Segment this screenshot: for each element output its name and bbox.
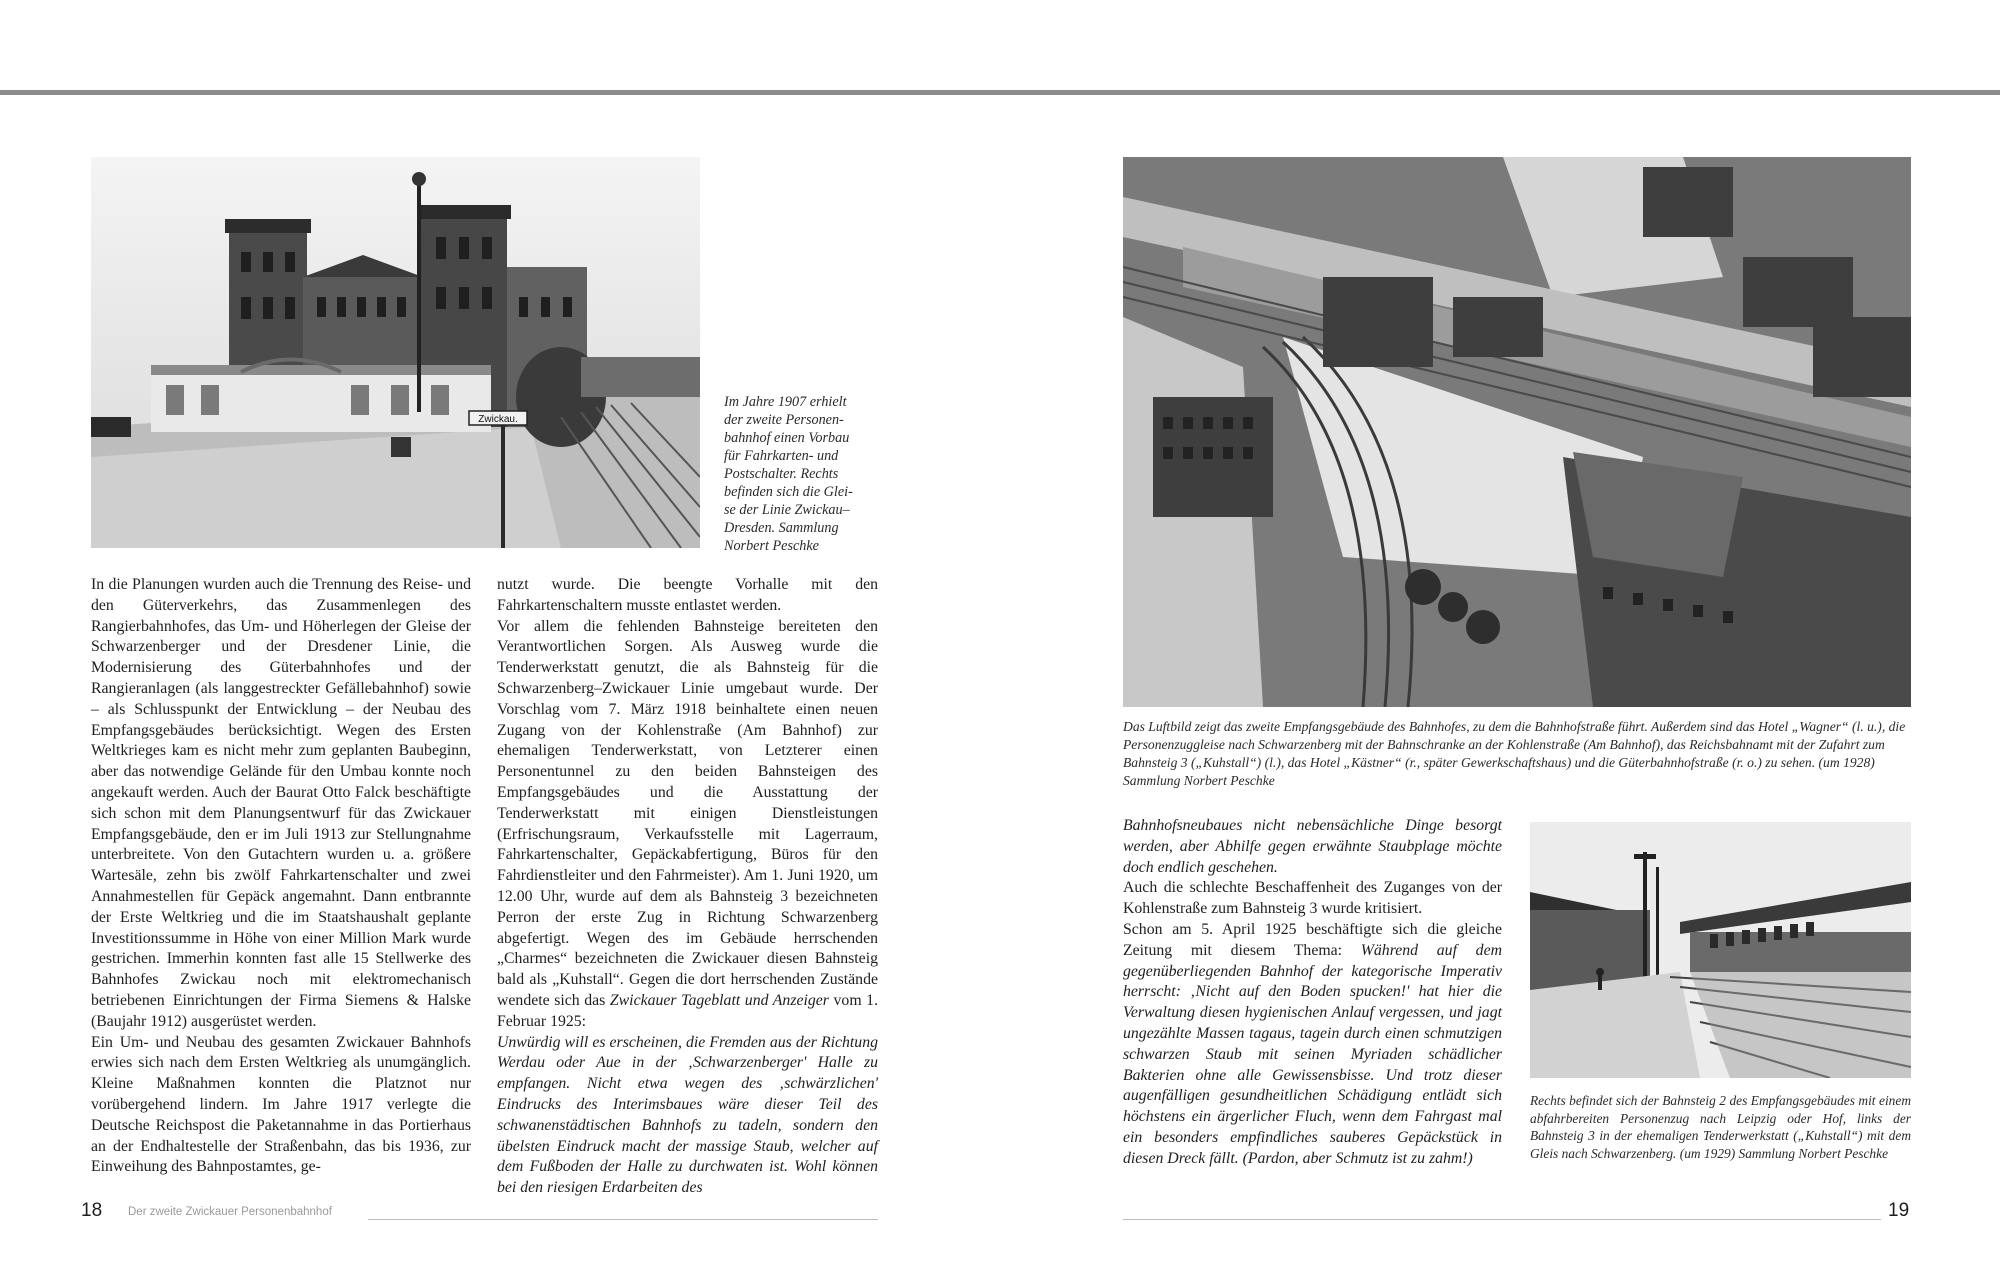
paragraph-planning: In die Planungen wurden auch die Trennung des Reise- und den Güterverkehrs, das Zusammenlegen des Rangierbahnhofes, das Um- und Höherlegen der Gleise der Schwarzenberger und der Dresdener Linie, die Modernisierung des Güterbahnhofes und der Rangieranlagen (als langgestreckter Gefällebahnhof) sowie – als Schlusspunkt der Entwicklung – der Neubau des Empfangsgebäudes berücksichtigt. Wegen des Ersten Weltkrieges kam es nicht mehr zum geplanten Baubeginn, aber das notwendige Gelände für den Umbau konnte noch angekauft werden. Auch der Baurat Otto Falck beschäftigte sich schon mit dem Planungsentwurf für das Zwickauer Empfangsgebäude, den er im Juli 1913 zur Stellungnahme unterbreitete. Von den Gutachtern wurden u. a. größere Wartesäle, zehn bis zwölf Fahrkartenschalter und zwei Annahmestellen für Gepäck angemahnt. Dann entbrannte der Erste Weltkrieg und die im Staatshaushalt geplante Investitionssumme in Höhe von einer Million Mark wurde gestrichen. Immerhin konnten fast alle 15 Stellwerke des Bahnhofes Zwickau noch mit elektromechanisch betriebenen Einrichtungen der Firma Siemens & Halske (Baujahr 1912) ausgerüstet werden.: [91, 576, 471, 1030]
left-column-1: [91, 575, 471, 1178]
station-sign-text: Zwickau.: [478, 414, 518, 425]
paragraph-rebuild: Ein Um- und Neubau des gesamten Zwickauer Bahnhofs erwies sich nach dem Ersten Weltkrieg als unumgänglich. Kleine Maßnahmen konnten die Platznot nur vorübergehend lindern. Im Jahre 1917 verlegte die Deutsche Reichspost die Paketannahme in das Portierhaus an der Endhaltestelle der Straßenbahn, das bis 1936, zur Einweihung des Bahnpostamtes, ge-: [91, 1033, 471, 1176]
running-head: Der zweite Zwickauer Personenbahnhof: [128, 1206, 332, 1218]
station-photo-caption: Im Jahre 1907 erhielt der zweite Personen- bahnhof einen Vorbau für Fahrkarten- und Postschalter. Rechts befinden sich die Glei- se der Linie Zwickau– Dresden. Sammlung Norbert Peschke: [724, 394, 853, 554]
left-column-2: [497, 575, 878, 1199]
page-number-left: 18: [81, 1200, 103, 1221]
paragraph-zeitung: [1123, 920, 1502, 1170]
text-span: Schon am 5. April 1925 beschäftigte sich die gleiche Zeitung mit diesem Thema:: [1123, 920, 1502, 959]
right-column: [1123, 816, 1502, 1170]
quote-continuation: Bahnhofsneubaues nicht nebensächliche Dinge besorgt werden, aber Abhilfe gegen erwähnte Staubplage möchte doch endlich geschehen.: [1123, 817, 1502, 876]
station-photo-1907: [91, 157, 700, 548]
aerial-caption-text: Das Luftbild zeigt das zweite Empfangsgebäude des Bahnhofes, zu dem die Bahnhofstraße führt. Außerdem sind das Hotel „Wagner“ (l. u.), die Personenzuggleise nach Schwarzenberg mit der Bahnschranke an der Kohlenstraße (Am Bahnhof), das Reichsbahnamt mit der Zufahrt zum Bahnsteig 3 („Kuhstall“) (l.), das Hotel „Kästner“ (r., später Gewerkschaftshaus) und die Güterbahnhofstraße (r. o.) zu sehen. (um 1928) Sammlung Norbert Peschke: [1123, 719, 1906, 788]
text-span: Vor allem die fehlenden Bahnsteige bereiteten den Verantwortlichen Sorgen. Als Ausweg wurde die Tenderwerkstatt genutzt, die als Bahnsteig für die Schwarzenberg–Zwickauer Linie umgebaut wurde. Der Vorschlag vom 7. März 1918 beinhaltete einen neuen Zugang von der Kohlenstraße (Am Bahnhof) zur ehemaligen Tenderwerkstatt, von Letzterer einen Personentunnel zu den beiden Bahnsteigen des Empfangsgebäudes und die Ausstattung der Tenderwerkstatt mit einigen Dienstleistungen (Erfrischungsraum, Verkaufsstelle mit Lagerraum, Fahrkartenschalter, Gepäckabfertigung, Büros für den Fahrdienstleiter und den Fahrmeister). Am 1. Juni 1920, um 12.00 Uhr, wurde auf dem als Bahnsteig 3 bezeichneten Perron der erste Zug in Richtung Schwarzenberg abgefertigt. Wegen des im Gebäude herrschenden „Charmes“ bezeichneten die Zwickauer diesen Bahnsteig bald als „Kuhstall“. Gegen die dort herrschenden Zustände wendete sich das: [497, 617, 878, 1009]
paragraph-vorhalle: nutzt wurde. Die beengte Vorhalle mit den Fahrkartenschaltern musste entlastet werden.: [497, 576, 878, 614]
paragraph-bahnsteige: [497, 617, 878, 1033]
platform-photo-caption: Rechts befindet sich der Bahnsteig 2 des Empfangsgebäudes mit einem abfahrbereiten Personenzug nach Leipzig oder Hof, links der Bahnsteig 3 in der ehemaligen Tenderwerkstatt („Kuhstall“) mit dem Gleis nach Schwarzenberg. (um 1929) Sammlung Norbert Peschke: [1530, 1093, 1911, 1161]
footer-rule-right: [1123, 1219, 1881, 1220]
platform-photo-1929: [1530, 822, 1911, 1078]
aerial-photo-1928: [1123, 157, 1911, 707]
aerial-photo-caption: [1123, 718, 1915, 790]
page-number-right: 19: [1888, 1200, 1910, 1221]
paragraph-zugang: Auch die schlechte Beschaffenheit des Zuganges von der Kohlenstraße zum Bahnsteig 3 wurde kritisiert.: [1123, 879, 1502, 918]
text-span: vom 1. Februar 1925:: [497, 991, 879, 1030]
newspaper-title: Zwickauer Tageblatt und Anzeiger: [609, 991, 829, 1009]
newspaper-quote: Unwürdig will es erscheinen, die Fremden aus der Richtung Werdau oder Aue in der ‚Schwarzenberger' Halle zu empfangen. Nicht etwa wegen des ‚schwärzlichen' Eindrucks des Interimsbaues wäre dieser Teil des schwanenstädtischen Bahnhofs zu tadeln, sondern den übelsten Eindruck macht der massige Staub, welcher auf dem Fußboden der Halle zu durchwaten ist. Wohl können bei den riesigen Erdarbeiten des: [497, 1033, 878, 1197]
newspaper-quote-2: Während auf dem gegenüberliegenden Bahnhof der kategorische Imperativ herrscht: ‚Nicht auf den Boden spucken!' hat hier die Verwaltung diesen hygienischen Anlauf vergessen, und jagt ungezählte Massen tagaus, tagein durch einen schmutzigen schwarzen Staub mit seinen Myriaden schädlicher Bakterien ohne alle Gewissensbisse. Und trotz dieser augenfälligen gesundheitlichen Schädigung entlädt sich höchstens ein ärgerlicher Fluch, wenn dem Fahrgast mal ein besonders empfindliches sauberes Gepäckstück in diesen Dreck fällt. (Pardon, aber Schmutz ist zu zahm!): [1123, 941, 1502, 1167]
footer-rule-left: [368, 1219, 878, 1220]
top-rule: [0, 90, 2000, 95]
